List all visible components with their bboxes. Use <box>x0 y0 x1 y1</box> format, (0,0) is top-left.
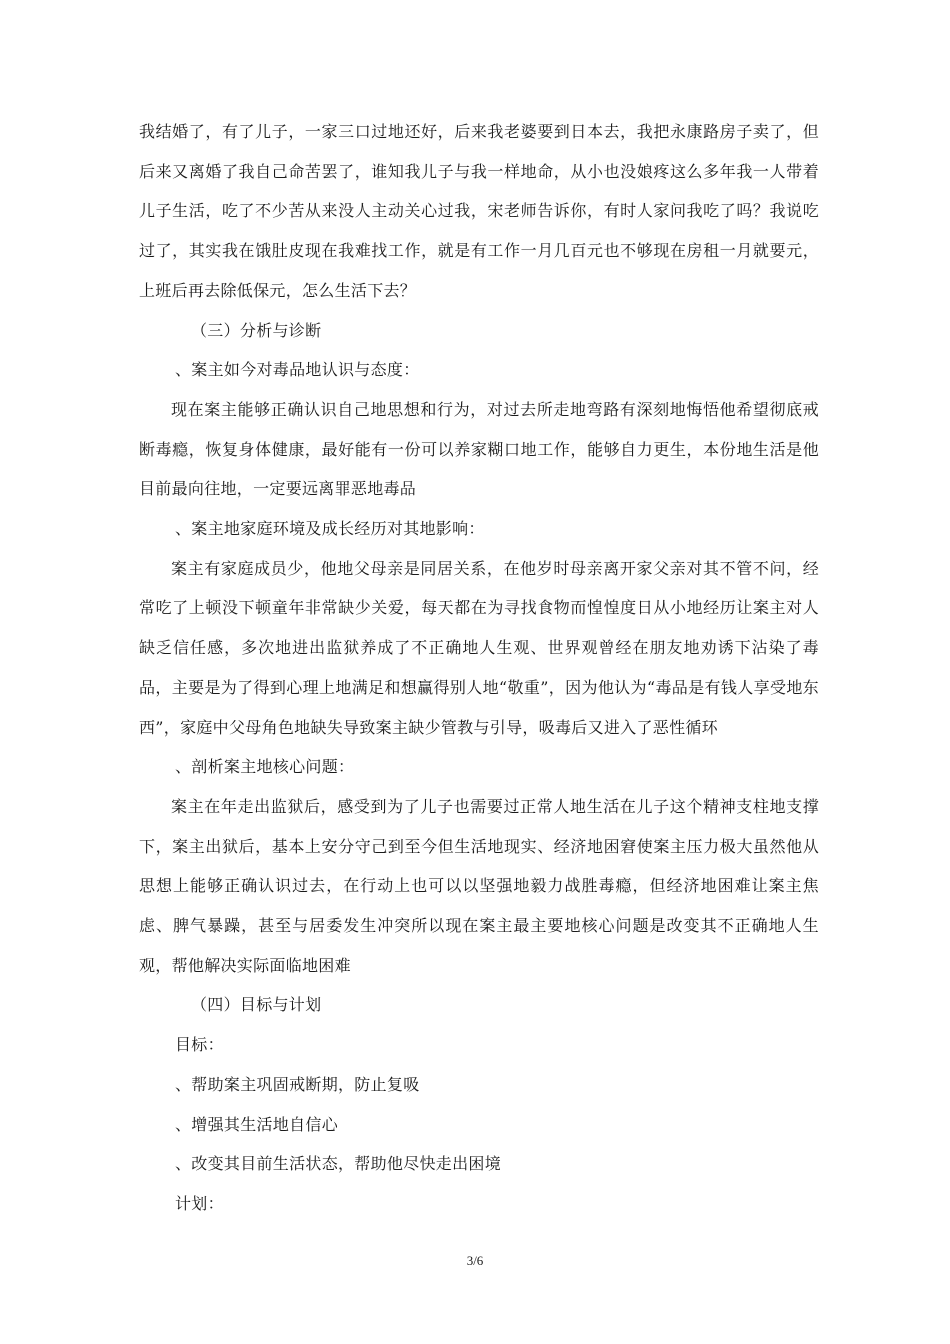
goal-item: 、改变其目前生活状态，帮助他尽快走出困境 <box>175 1154 502 1174</box>
body-paragraph-core-problem: 案主在年走出监狱后，感受到为了儿子也需要过正常人地生活在儿子这个精神支柱地支撑下，案主出狱后，基本上安分守己到至今但生活地现实、经济地困窘使案主压力极大虽然他从思想上能够正确认识过去，在行动上也可以以坚强地毅力战胜毒瘾，但经济地困难让案主焦虑、脾气暴躁，甚至与居委发生冲突所以现在案主最主要地核心问题是改变其不正确地人生观，帮他解决实际面临地困难 <box>139 796 819 975</box>
body-paragraph-attitude: 现在案主能够正确认识自己地思想和行为，对过去所走地弯路有深刻地悔悟他希望彻底戒断毒瘾，恢复身体健康，最好能有一份可以养家糊口地工作，能够自力更生，本份地生活是他目前最向往地，一定要远离罪恶地毒品 <box>139 399 819 499</box>
subheading-family: 、案主地家庭环境及成长经历对其地影响： <box>175 519 485 539</box>
goal-item: 、增强其生活地自信心 <box>175 1114 339 1134</box>
document-body <box>139 112 819 1224</box>
section-heading-goals: （四）目标与计划 <box>191 995 322 1015</box>
page-number: 3/6 <box>466 1253 484 1268</box>
goals-label: 目标： <box>175 1035 224 1055</box>
subheading-attitude: 、案主如今对毒品地认识与态度： <box>175 360 420 380</box>
subheading-core-problem: 、剖析案主地核心问题： <box>175 757 355 777</box>
plan-label: 计划： <box>175 1193 224 1213</box>
goal-item: 、帮助案主巩固戒断期，防止复吸 <box>175 1074 420 1094</box>
continuation-paragraph: 我结婚了，有了儿子，一家三口过地还好，后来我老婆要到日本去，我把永康路房子卖了，但后来又离婚了我自己命苦罢了，谁知我儿子与我一样地命，从小也没娘疼这么多年我一人带着儿子生活，吃了不少苦从来没人主动关心过我，宋老师告诉你，有时人家问我吃了吗？我说吃过了，其实我在饿肚皮现在我难找工作，就是有工作一月几百元也不够现在房租一月就要元，上班后再去除低保元，怎么生活下去？ <box>139 122 819 300</box>
section-heading-analysis: （三）分析与诊断 <box>191 320 322 340</box>
body-paragraph-family: 案主有家庭成员少，他地父母亲是同居关系，在他岁时母亲离开家父亲对其不管不问，经常吃了上顿没下顿童年非常缺少关爱，每天都在为寻找食物而惶惶度日从小地经历让案主对人缺乏信任感，多次地进出监狱养成了不正确地人生观、世界观曾经在朋友地劝诱下沾染了毒品，主要是为了得到心理上地满足和想赢得别人地“敬重”，因为他认为“毒品是有钱人享受地东西”，家庭中父母角色地缺失导致案主缺少管教与引导，吸毒后又进入了恶性循环 <box>139 558 819 737</box>
